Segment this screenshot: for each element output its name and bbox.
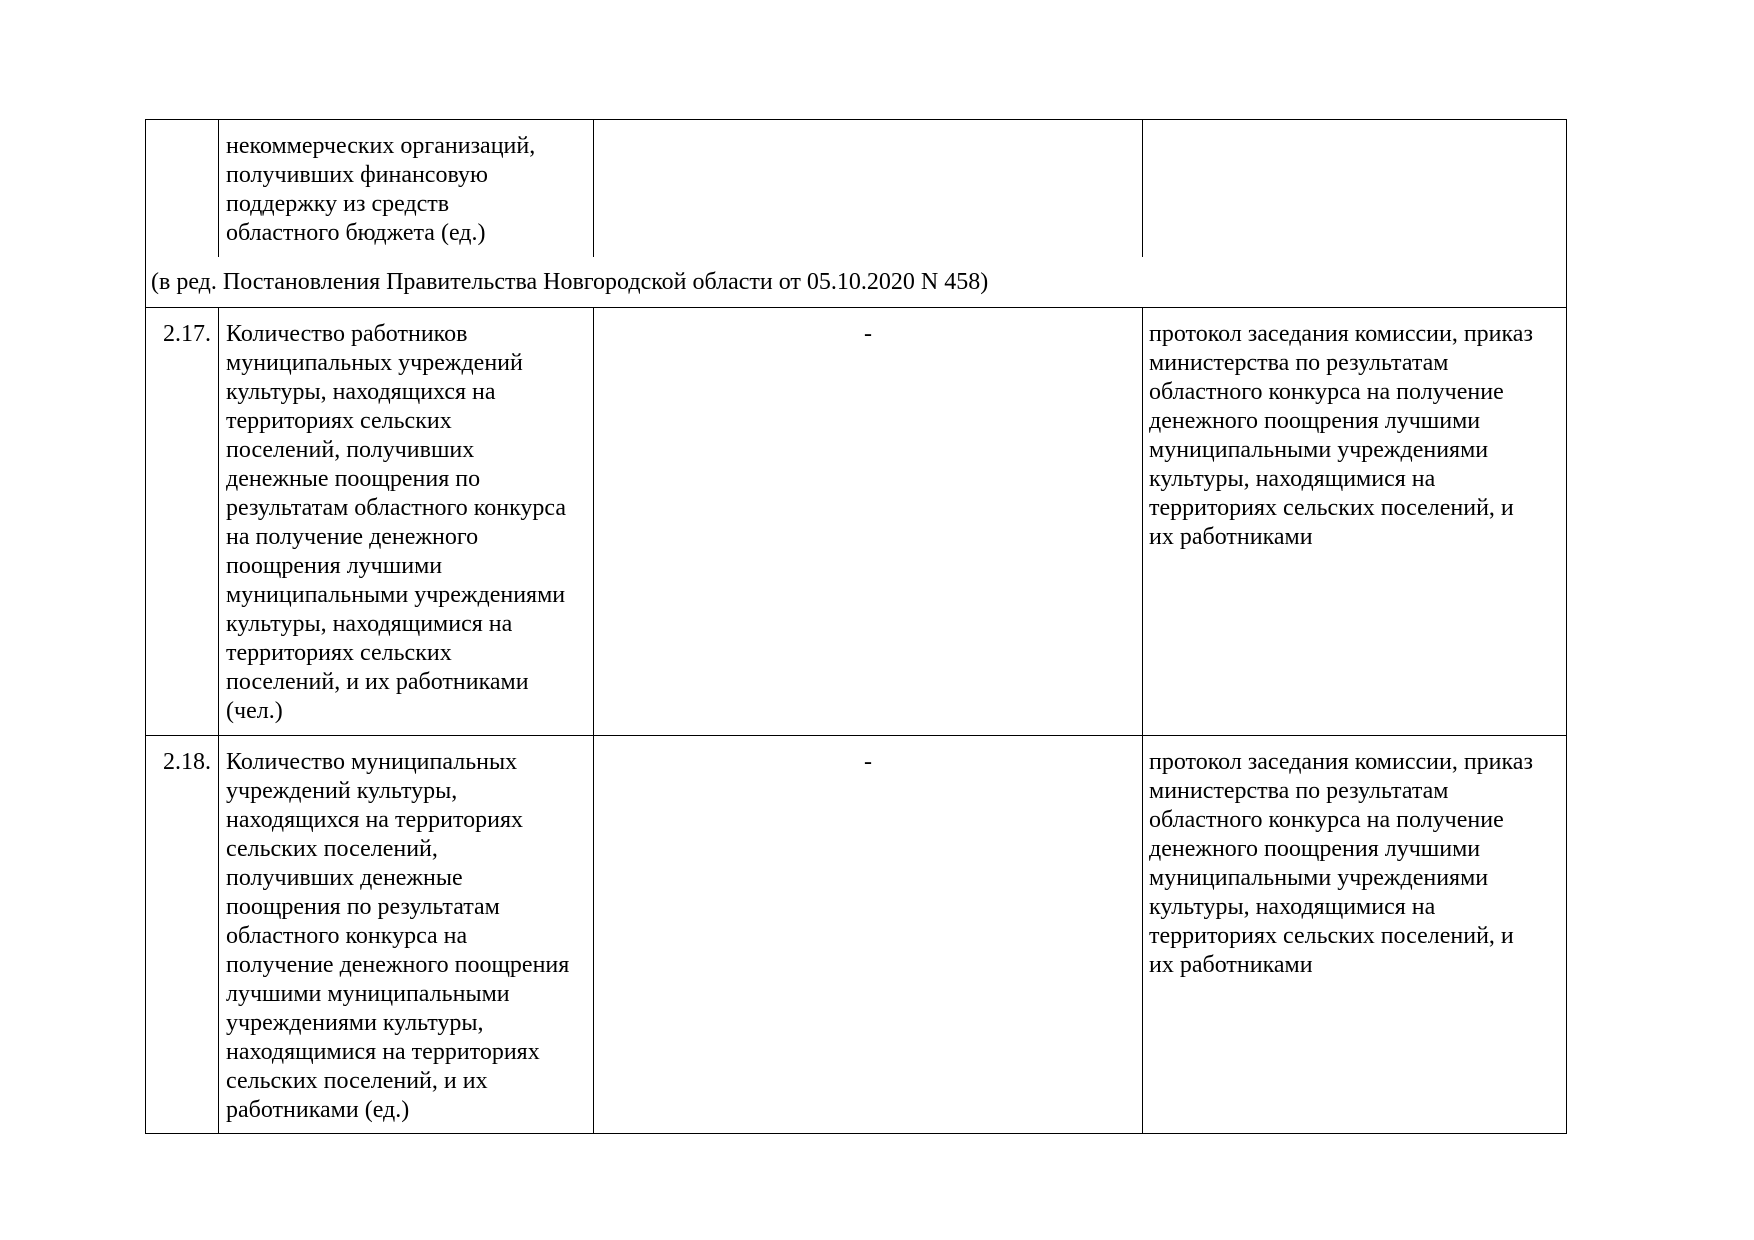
table-border-top [145, 119, 1567, 120]
col-divider-1 [218, 307, 219, 1134]
row-2-17-value: - [864, 321, 872, 347]
row-2-17-number: 2.17. [163, 321, 211, 347]
col-divider-2 [593, 307, 594, 1134]
col-divider-1-top [218, 119, 219, 257]
table-border-after-note [145, 307, 1567, 308]
col-divider-3 [1142, 307, 1143, 1134]
col-divider-3-top [1142, 119, 1143, 257]
row-2-18-number: 2.18. [163, 749, 211, 775]
row-2-17-source: протокол заседания комиссии, приказ министерства по результатам областного конкурса на получение денежного поощрения лучшими муниципальными учреждениями культуры, находящимися на территориях сельских поселений, и их работниками [1149, 321, 1533, 550]
table-border-bottom [145, 1133, 1567, 1134]
continued-row-indicator: некоммерческих организаций, получивших финансовую поддержку из средств областного бюджета (ед.) [226, 133, 536, 246]
col-divider-2-top [593, 119, 594, 257]
table-border-right [1566, 119, 1567, 1134]
row-2-18-source: протокол заседания комиссии, приказ министерства по результатам областного конкурса на получение денежного поощрения лучшими муниципальными учреждениями культуры, находящимися на территориях сельских поселений, и их работниками [1149, 749, 1533, 978]
row-2-18-indicator: Количество муниципальных учреждений культуры, находящихся на территориях сельских поселений, получивших денежные поощрения по результатам областного конкурса на получение денежного поощрения лучшими муниципальными учреждениями культуры, находящимися на территориях сельских поселений, и их работниками (ед.) [226, 749, 570, 1123]
table-border-left [145, 119, 146, 1134]
table-border-after-2-17 [145, 735, 1567, 736]
row-2-17-indicator: Количество работников муниципальных учреждений культуры, находящихся на территориях сельских поселений, получивших денежные поощрения по результатам областного конкурса на получение денежного поощрения лучшими муниципальными учреждениями культуры, находящимися на территориях сельских поселений, и их работниками (чел.) [226, 321, 566, 724]
amendment-note: (в ред. Постановления Правительства Новгородской области от 05.10.2020 N 458) [151, 269, 989, 295]
row-2-18-value: - [864, 749, 872, 775]
